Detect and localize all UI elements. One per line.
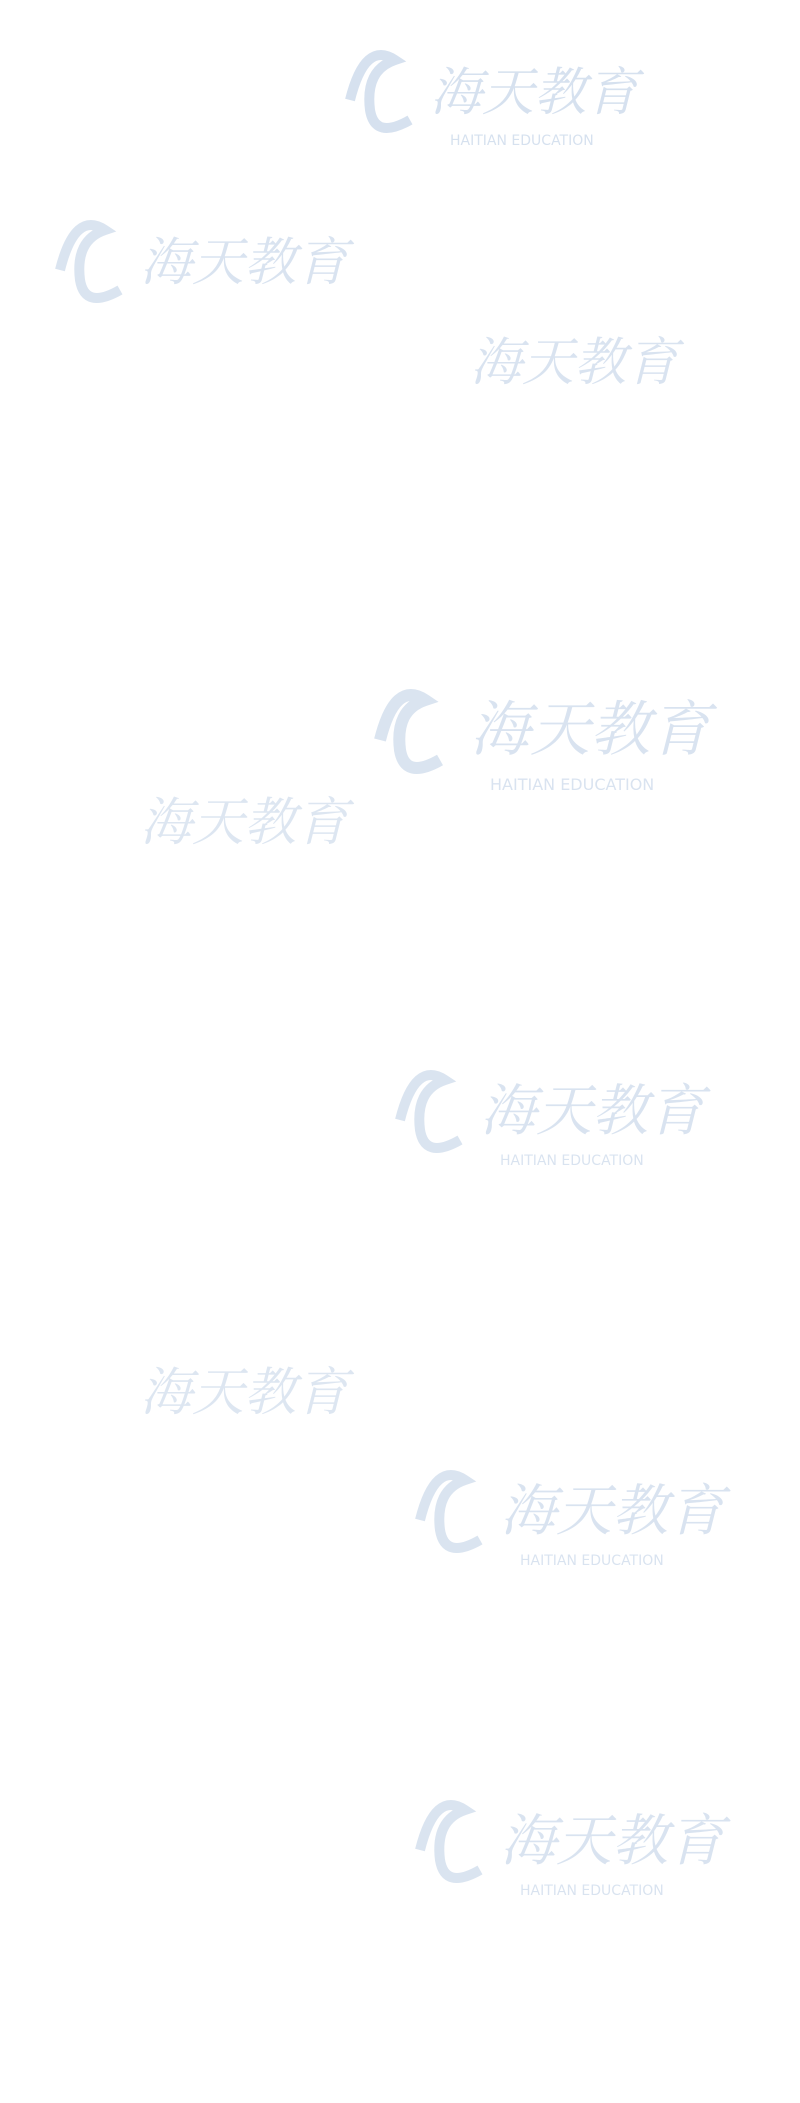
- watermark-logo: [430, 300, 790, 430]
- svg-text:海天教育: 海天教育: [480, 1079, 704, 1144]
- watermark-graphic: [430, 300, 790, 430]
- watermark-graphic: [400, 1770, 780, 1910]
- svg-text:HAITIAN EDUCATION: HAITIAN EDUCATION: [520, 1883, 664, 1899]
- svg-text:HAITIAN EDUCATION: HAITIAN EDUCATION: [520, 1553, 664, 1569]
- svg-text:海天教育: 海天教育: [430, 63, 639, 123]
- svg-text:海天教育: 海天教育: [470, 695, 710, 765]
- watermark-logo: [400, 1770, 780, 1910]
- svg-text:海天教育: 海天教育: [140, 233, 349, 293]
- svg-text:海天教育: 海天教育: [500, 1479, 724, 1544]
- watermark-logo: [400, 1440, 780, 1580]
- watermark-graphic: [40, 760, 420, 890]
- watermark-logo: [360, 650, 760, 810]
- svg-text:HAITIAN EDUCATION: HAITIAN EDUCATION: [450, 133, 594, 149]
- svg-text:HAITIAN EDUCATION: HAITIAN EDUCATION: [490, 775, 655, 794]
- watermark-graphic: [400, 1440, 780, 1580]
- watermark-logo: [380, 1040, 760, 1180]
- watermark-graphic: [40, 200, 420, 330]
- question-list: [79, 90, 779, 178]
- watermark-graphic: [380, 1040, 760, 1180]
- text-line: [79, 112, 779, 134]
- text-line: [79, 90, 779, 112]
- watermark-logo: [40, 1330, 420, 1460]
- watermark-logo: [40, 200, 420, 330]
- watermark-graphic: [40, 1330, 420, 1460]
- text-line: [79, 156, 779, 178]
- svg-text:海天教育: 海天教育: [470, 333, 679, 393]
- svg-text:海天教育: 海天教育: [500, 1809, 724, 1874]
- svg-text:HAITIAN EDUCATION: HAITIAN EDUCATION: [500, 1153, 644, 1169]
- watermark-logo: [40, 760, 420, 890]
- text-line: [79, 134, 779, 156]
- svg-text:海天教育: 海天教育: [140, 793, 349, 853]
- watermark-graphic: [360, 650, 760, 810]
- svg-text:海天教育: 海天教育: [140, 1363, 349, 1423]
